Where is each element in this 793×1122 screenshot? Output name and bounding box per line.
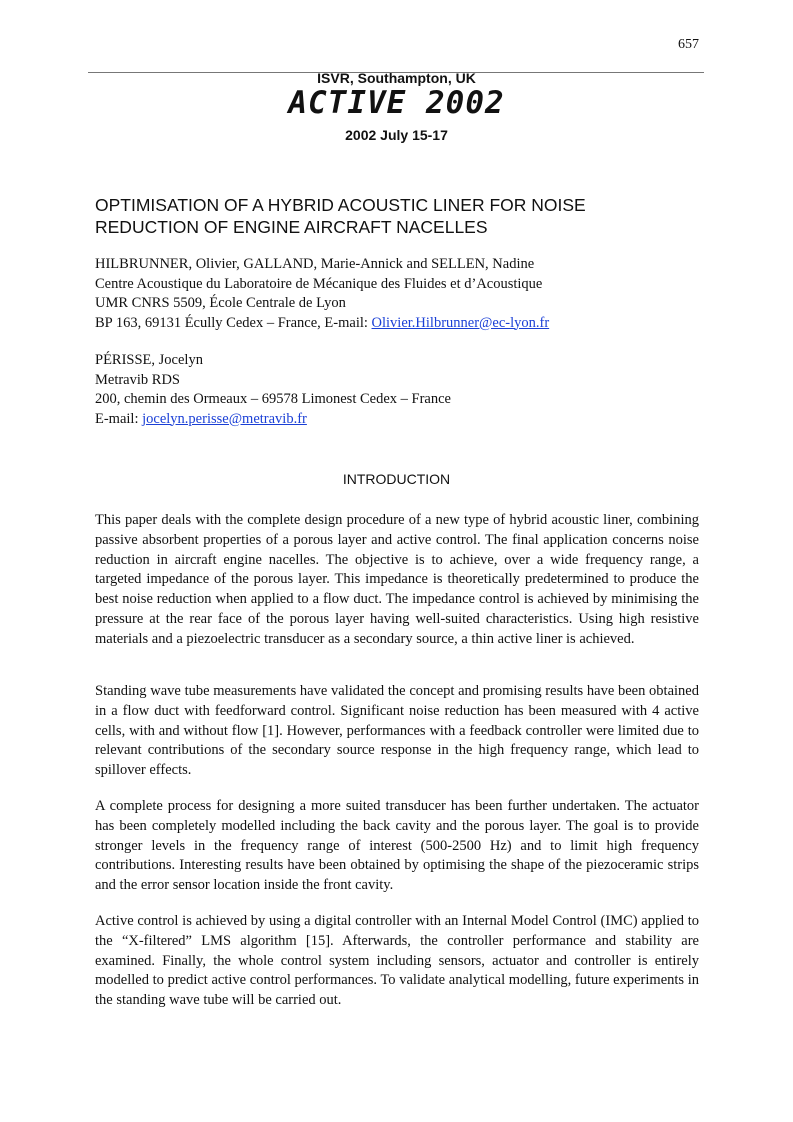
conference-dates: 2002 July 15-17 [345, 127, 448, 143]
email-label: E-mail: [95, 410, 143, 427]
author-names: PÉRISSE, Jocelyn [95, 352, 203, 368]
author-names: HILBRUNNER, Olivier, GALLAND, Marie-Annick and SELLEN, Nadine [95, 256, 535, 272]
page-number: 657 [678, 37, 699, 52]
body-paragraph: A complete process for designing a more suited transducer has been further undertaken. The actuator has been completely modelled including the back cavity and the porous layer. The goal is to provide stronger levels in the frequency range of interest (500-2500 Hz) and to limit high frequency contributions. Interesting results have been obtained by optimising the shape of the piezoceramic strips and the error sensor location inside the front cavity. [95, 798, 699, 894]
email-link-perisse[interactable]: jocelyn.perisse@metravib.fr [142, 410, 307, 427]
paper-title-line-2: REDUCTION OF ENGINE AIRCRAFT NACELLES [95, 217, 488, 237]
author-email-line [95, 410, 705, 430]
author-address: 200, chemin des Ormeaux – 69578 Limonest Cedex – France [95, 391, 451, 407]
section-heading-introduction: INTRODUCTION [342, 471, 451, 487]
conference-venue: ISVR, Southampton, UK [317, 70, 476, 86]
conference-name: ACTIVE 2002 [288, 85, 505, 121]
author-institution: UMR CNRS 5509, École Centrale de Lyon [95, 295, 346, 311]
email-link-hilbrunner[interactable]: Olivier.Hilbrunner@ec-lyon.fr [371, 314, 550, 331]
author-block-1 [95, 255, 705, 333]
author-company: Metravib RDS [95, 371, 180, 388]
body-paragraph: Active control is achieved by using a digital controller with an Internal Model Control (IMC) applied to the “X-filtered” LMS algorithm [15]. Afterwards, the controller performance and stability are examined. Finally, the whole control system including sensors, actuator and controller is entirely modelled to predict active control performances. To validate analytical modelling, future experiments in the standing wave tube will be carried out. [95, 913, 699, 1009]
author-address-line [95, 314, 705, 334]
paper-title-line-1: OPTIMISATION OF A HYBRID ACOUSTIC LINER FOR NOISE [95, 195, 586, 215]
body-paragraph: This paper deals with the complete design procedure of a new type of hybrid acoustic liner, combining passive absorbent properties of a porous layer and active control. The final application concerns noise reduction in aircraft engine nacelles. The objective is to achieve, over a wide frequency range, a targeted impedance of the porous layer. This impedance is theoretically predetermined to produce the best noise reduction when applied to a flow duct. The impedance control is achieved by minimising the pressure at the rear face of the porous layer having well-suited characteristics. Using high resistive materials and a piezoelectric transducer as a secondary source, a thin active liner is achieved. [95, 512, 699, 647]
author-address: BP 163, 69131 Écully Cedex – France, E-mail: [95, 314, 372, 331]
paper-title [95, 194, 705, 238]
author-lab: Centre Acoustique du Laboratoire de Mécanique des Fluides et d’Acoustique [95, 275, 543, 292]
body-paragraph: Standing wave tube measurements have validated the concept and promising results have been obtained in a flow duct with feedforward control. Significant noise reduction has been measured with 4 active cells, with and without flow [1]. However, performances with a feedback controller were limited due to relevant contributions of the secondary source response in the high frequency range, which lead to spillover effects. [95, 683, 699, 779]
author-block-2 [95, 351, 705, 429]
